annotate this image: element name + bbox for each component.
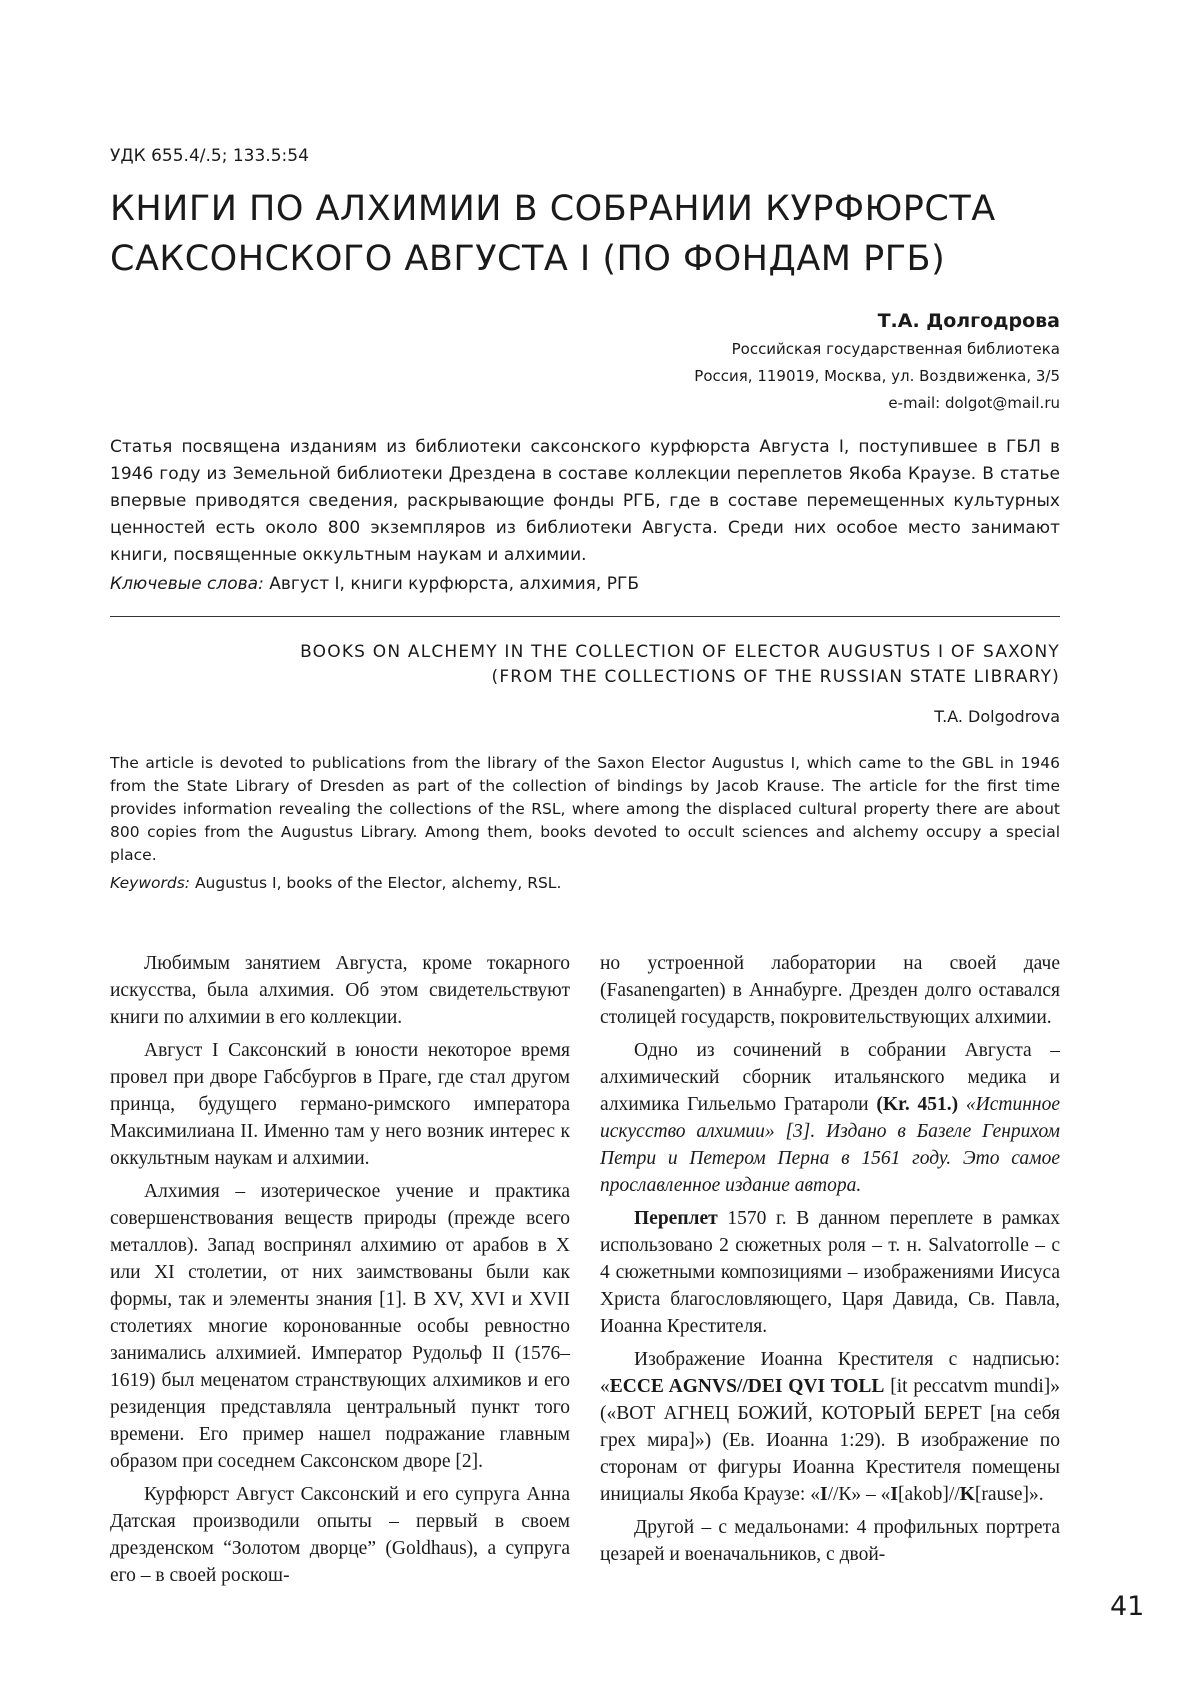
article-title (110, 184, 1090, 284)
body-paragraph: Алхимия – изотерическое учение и практика совершенствования веществ природы (прежде всего металлов). Запад воспринял алхимию от арабов в X или XI столетии, от них заимствованы были как формы, так и элементы знания [1]. В XV, XVI и XVII столетиях многие коронованные особы ревностно занимались алхимией. Император Рудольф II (1576–1619) был меценатом странствующих алхимиков и его резиденция представляла центральный пункт того времени. Его пример нашел подражание главным образом при соседнем Саксонском дворе [2]. (110, 1181, 570, 1472)
body-column-left (110, 950, 570, 1595)
author-email: e-mail: dolgot@mail.ru (888, 394, 1060, 412)
abstract-russian: Статья посвящена изданиям из библиотеки саксонского курфюрста Августа I, поступившее в ГБЛ в 1946 году из Земельной библиотеки Дрездена в составе коллекции переплетов Якоба Краузе. В статье впервые приводятся сведения, раскрывающие фонды РГБ, где в составе перемещенных культурных ценностей есть около 800 экземпляров из библиотеки Августа. Среди них особое место занимают книги, посвященные оккультным наукам и алхимии. (110, 437, 1060, 565)
inscription-bold: ECCE AGNVS//DEI QVI TOLL (609, 1376, 885, 1397)
author-affiliation: Российская государственная библиотека (731, 340, 1060, 358)
book-title-italic: «Истинное искусство алхимии» [3]. Издано в Базеле Генрихом Петри и Петером Перна в 1561 году. Это самое прославленное издание автора. (600, 1094, 1060, 1196)
abstract-english: The article is devoted to publications from the library of the Saxon Elector Augustus I, which came to the GBL in 1946 from the State Library of Dresden as part of the collection of bindings by Jacob Krause. The article for the first time provides information revealing the collections of the RSL, where among the displaced cultural property there are about 800 copies from the Augustus Library. Among them, books devoted to occult sciences and alchemy occupy a special place. (110, 754, 1060, 864)
keywords-english-label: Keywords: (110, 874, 190, 892)
body-paragraph (600, 1205, 1060, 1340)
text-run: [it peccatvm mundi]» («ВОТ АГНЕЦ БОЖИЙ, КОТОРЫЙ БЕРЕТ [на себя грех мира]») (Ев. Иоанна 1:29). В изображение по сторонам от фигуры Иоанна Крестителя помещены инициалы Якоба Краузе: « (600, 1376, 1060, 1505)
initial-bold: I (819, 1484, 828, 1505)
english-title (300, 640, 1060, 690)
english-title-line-2: (FROM THE COLLECTIONS OF THE RUSSIAN STATE LIBRARY) (491, 667, 1060, 687)
page-number: 41 (1110, 1591, 1145, 1622)
text-run: [rause]». (974, 1484, 1044, 1505)
article-title-line-2: САКСОНСКОГО АВГУСТА I (ПО ФОНДАМ РГБ) (110, 239, 946, 279)
author-name: Т.А. Долгодрова (877, 310, 1060, 332)
author-name-english: T.A. Dolgodrova (934, 707, 1060, 726)
section-divider (110, 616, 1060, 617)
text-run: [akob]// (898, 1484, 960, 1505)
initial-bold: K (959, 1484, 975, 1505)
article-title-line-1: КНИГИ ПО АЛХИМИИ В СОБРАНИИ КУРФЮРСТА (110, 189, 996, 229)
body-paragraph (600, 1037, 1060, 1199)
body-paragraph: Август I Саксонский в юности некоторое время провел при дворе Габсбургов в Праге, где стал другом принца, будущего германо-римского императора Максимилиана II. Именно там у него возник интерес к оккультным наукам и алхимии. (110, 1040, 570, 1169)
author-block (694, 306, 1060, 417)
text-run: //К» – « (827, 1484, 891, 1505)
text-run: Изображение Иоанна Крестителя с надписью: « (600, 1349, 1060, 1397)
keywords-russian-list: Август I, книги курфюрста, алхимия, РГБ (269, 574, 639, 594)
initial-bold: I (890, 1484, 899, 1505)
english-title-line-1: BOOKS ON ALCHEMY IN THE COLLECTION OF ELECTOR AUGUSTUS I OF SAXONY (300, 642, 1060, 662)
body-paragraph: Любимым занятием Августа, кроме токарного искусства, была алхимия. Об этом свидетельствуют книги по алхимии в его коллекции. (110, 953, 570, 1028)
body-column-right (600, 950, 1060, 1574)
keywords-russian-label: Ключевые слова: (110, 574, 264, 594)
bold-term: Переплет (634, 1208, 718, 1229)
body-paragraph (600, 1346, 1060, 1508)
author-address: Россия, 119019, Москва, ул. Воздвиженка, 3/5 (694, 367, 1060, 385)
keywords-russian (110, 574, 639, 594)
catalog-reference: (Kr. 451.) (876, 1094, 959, 1115)
text-run: Одно из сочинений в собрании Августа – алхимический сборник итальянского медика и алхимика Гильельмо Гратароли (600, 1040, 1060, 1115)
keywords-english-list: Augustus I, books of the Elector, alchemy, RSL. (194, 874, 562, 892)
body-paragraph: но устроенной лаборатории на своей даче (Fasanengarten) в Аннабурге. Дрезден долго оставался столицей государств, покровительствующих алхимии. (600, 953, 1060, 1028)
text-run: 1570 г. В данном переплете в рамках использовано 2 сюжетных роля – т. н. Salvatorrolle – с 4 сюжетными композициями – изображениями Иисуса Христа благословляющего, Царя Давида, Св. Павла, Иоанна Крестителя. (600, 1208, 1060, 1337)
body-paragraph: Курфюрст Август Саксонский и его супруга Анна Датская производили опыты – первый в своем дрезденском “Золотом дворце” (Goldhaus), а супруга его – в своей роскош- (110, 1484, 570, 1586)
udc-code: УДК 655.4/.5; 133.5:54 (110, 146, 309, 166)
keywords-english (110, 874, 561, 892)
body-paragraph: Другой – с медальонами: 4 профильных портрета цезарей и военачальников, с двой- (600, 1517, 1060, 1565)
